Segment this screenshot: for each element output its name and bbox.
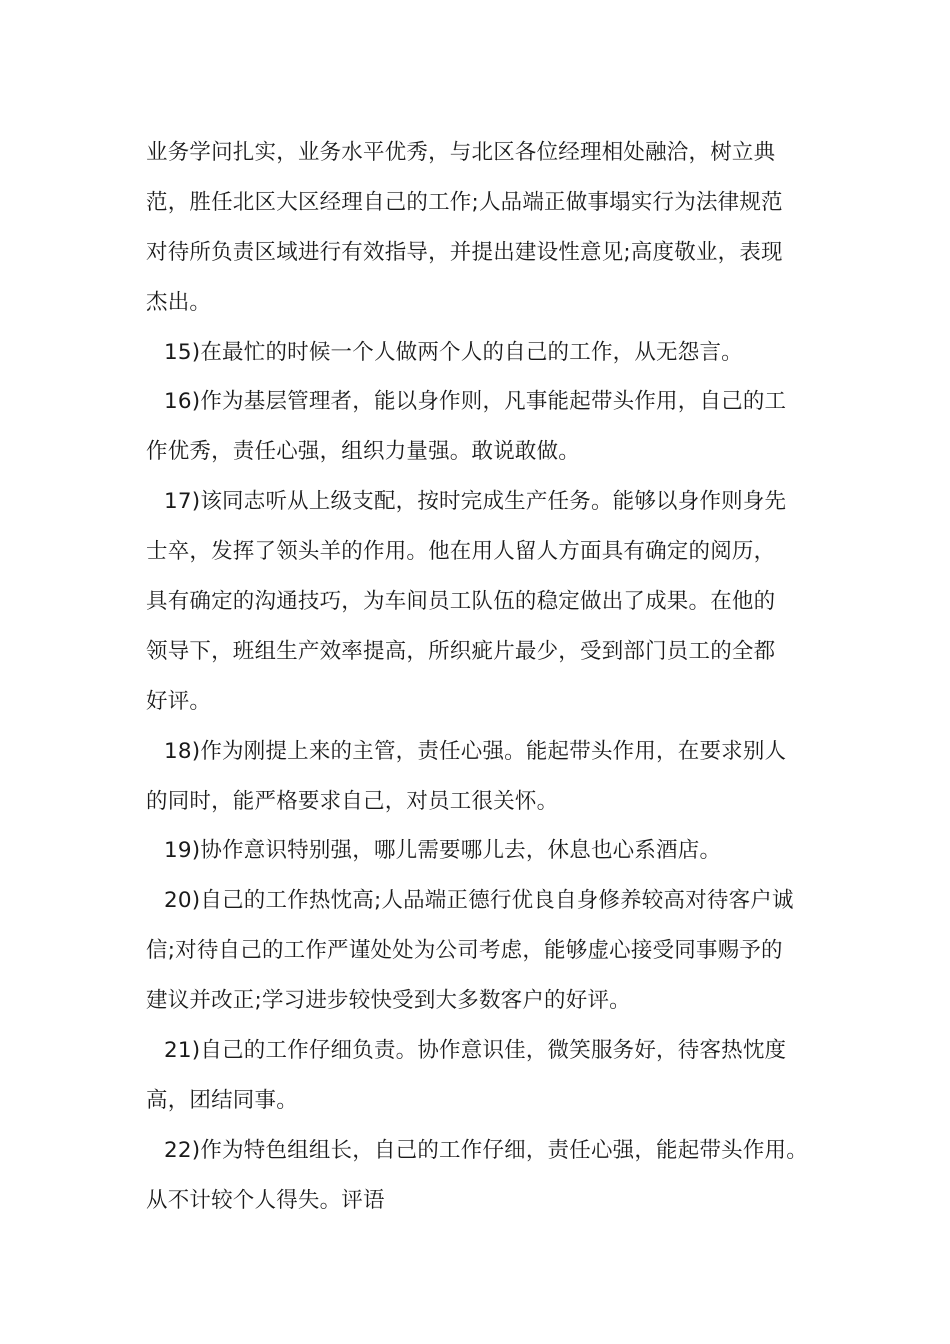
document-body (146, 128, 826, 1226)
text-line: 建议并改正;学习进步较快受到大多数客户的好评。 (146, 988, 631, 1014)
text-line: 领导下，班组生产效率提高，所织疵片最少，受到部门员工的全都 (146, 638, 776, 664)
text-line: 好评。 (146, 688, 212, 714)
paragraph-19: 19)协作意识特别强，哪儿需要哪儿去，休息也心系酒店。 (164, 838, 722, 864)
text-line: 对待所负责区域进行有效指导，并提出建设性意见;高度敬业，表现 (146, 239, 783, 265)
paragraph-21: 21)自己的工作仔细负责。协作意识佳，微笑服务好，待客热忱度 (164, 1038, 787, 1064)
text-line: 具有确定的沟通技巧，为车间员工队伍的稳定做出了成果。在他的 (146, 589, 776, 615)
paragraph-17: 17)该同志听从上级支配，按时完成生产任务。能够以身作则身先 (164, 489, 787, 515)
text-line: 范，胜任北区大区经理自己的工作;人品端正做事塌实行为法律规范 (146, 189, 783, 215)
text-line: 信;对待自己的工作严谨处处为公司考虑，能够虚心接受同事赐予的 (146, 938, 783, 964)
paragraph-22: 22)作为特色组组长，自己的工作仔细，责任心强，能起带头作用。 (164, 1137, 808, 1163)
paragraph-15: 15)在最忙的时候一个人做两个人的自己的工作，从无怨言。 (164, 339, 743, 365)
text-line: 业务学问扎实，业务水平优秀，与北区各位经理相处融洽，树立典 (146, 140, 776, 165)
text-line: 的同时，能严格要求自己，对员工很关怀。 (146, 788, 559, 814)
paragraph-18: 18)作为刚提上来的主管，责任心强。能起带头作用，在要求别人 (164, 738, 787, 764)
paragraph-20: 20)自己的工作热忱高;人品端正德行优良自身修养较高对待客户诚 (164, 888, 794, 914)
text-line: 士卒，发挥了领头羊的作用。他在用人留人方面具有确定的阅历， (146, 539, 776, 565)
text-line: 高，团结同事。 (146, 1087, 298, 1113)
text-line: 从不计较个人得失。评语 (146, 1187, 385, 1213)
paragraph-16: 16)作为基层管理者，能以身作则，凡事能起带头作用，自己的工 (164, 389, 787, 415)
text-line: 作优秀，责任心强，组织力量强。敢说敢做。 (146, 439, 581, 465)
text-line: 杰出。 (146, 289, 212, 315)
